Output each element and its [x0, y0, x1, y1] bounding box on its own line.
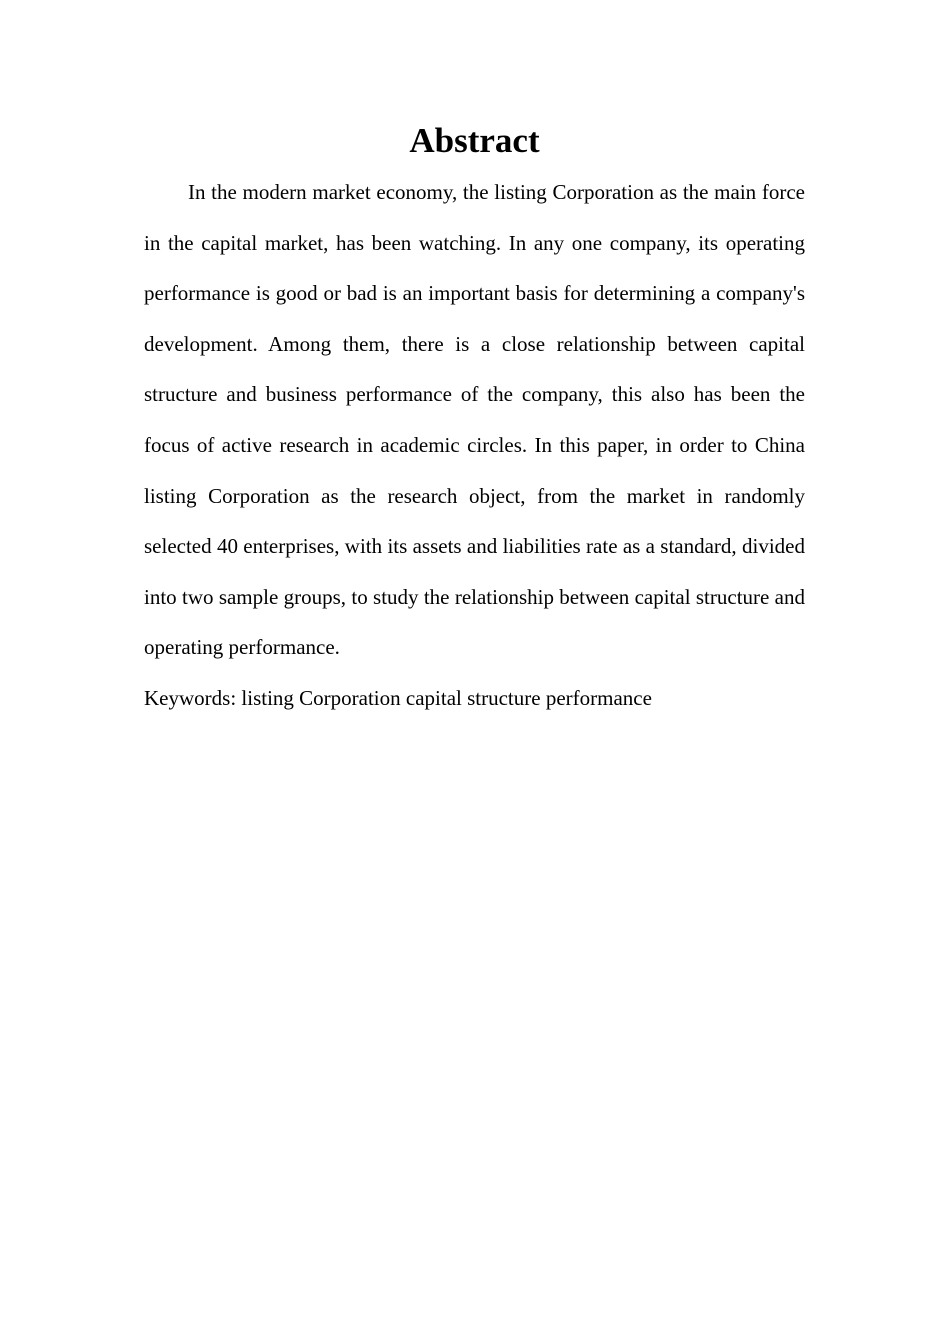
abstract-section: [144, 118, 805, 724]
abstract-title: Abstract: [409, 121, 540, 160]
abstract-paragraph: In the modern market economy, the listing Corporation as the main force in the capital market, has been watching. In any one company, its operating performance is good or bad is an important basis for determining a company's development. Among them, there is a close relationship between capital structure and business performance of the company, this also has been the focus of active research in academic circles. In this paper, in order to China listing Corporation as the research object, from the market in randomly selected 40 enterprises, with its assets and liabilities rate as a standard, divided into two sample groups, to study the relationship between capital structure and operating performance.: [144, 180, 805, 660]
keywords-line: Keywords: listing Corporation capital structure performance: [144, 685, 652, 710]
